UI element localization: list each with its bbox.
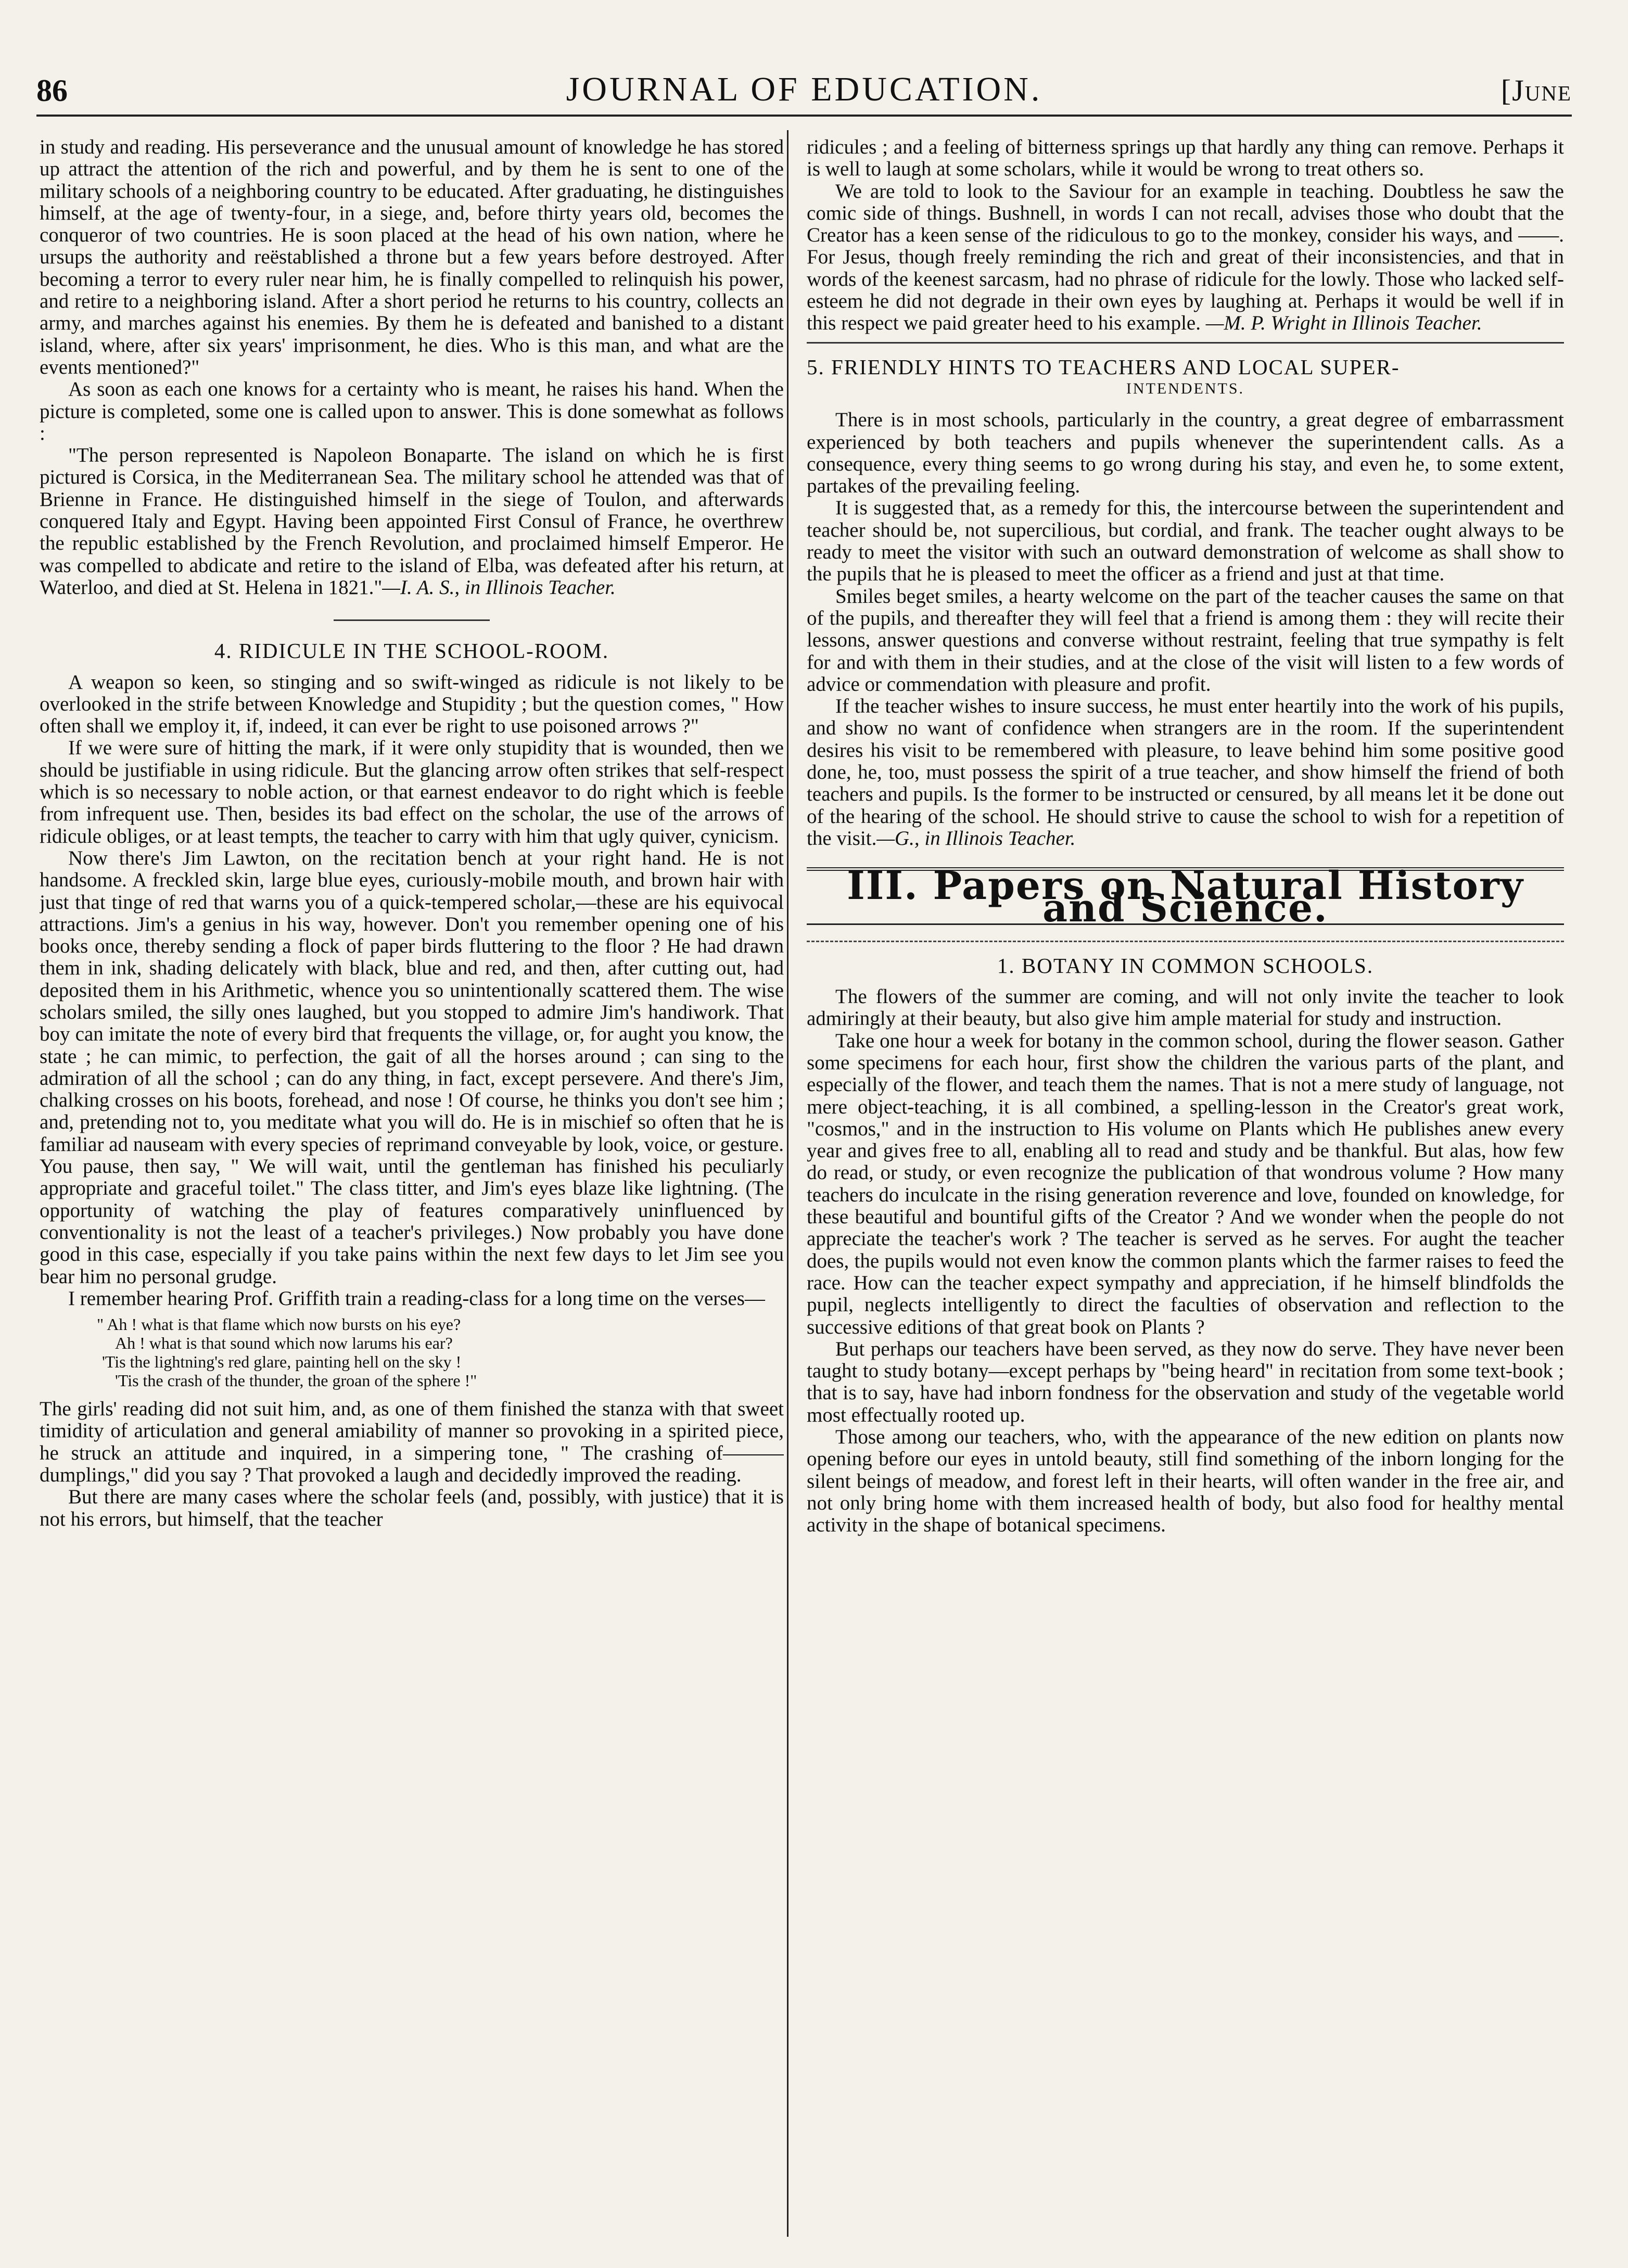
paragraph: Smiles beget smiles, a hearty welcome on the part of the teacher causes the same on that of the pupils, and thereafter they will feel that a friend is among them : they will recite their lessons, answer questions and converse without restraint, feeling that true sympathy is felt for and with them in their studies, and at the close of the visit will listen to a few words of advice or commendation with pleasure and profit. xyxy=(807,585,1564,695)
right-column xyxy=(807,136,1564,2242)
quote-text: "The person represented is Napoleon Bonaparte. The island on which he is first pictured is Corsica, in the Mediterranean Sea. The military school he attended was that of Brienne in France. He distinguished himself in the siege of Toulon, and afterwards conquered Italy and Egypt. Having been appointed First Consul of France, he overthrew the republic established by the French Revolution, and proclaimed himself Emperor. He was compelled to abdicate and retire to the island of Elba, was defeated after his return, at Waterloo, and died at St. Helena in 1821." xyxy=(40,444,784,599)
paragraph: As soon as each one knows for a certainty who is meant, he raises his hand. When the picture is completed, some one is called upon to answer. This is done somewhat as follows : xyxy=(40,378,784,445)
citation: —M. P. Wright in Illinois Teacher. xyxy=(1205,312,1482,335)
paragraph: I remember hearing Prof. Griffith train a reading-class for a long time on the verses— xyxy=(68,1287,765,1310)
paragraph xyxy=(40,445,784,599)
page-number: 86 xyxy=(36,73,68,108)
paragraph: A weapon so keen, so stinging and so swift-winged as ridicule is not likely to be overlooked in the strife between Knowledge and Stupidity ; but the question comes, " How often shall we employ it, if, indeed, it can ever be right to use poisoned arrows ?" xyxy=(40,670,784,738)
journal-title: JOURNAL OF EDUCATION. xyxy=(566,70,1042,108)
paragraph-text: We are told to look to the Saviour for an example in teaching. Doubtless he saw the comic side of things. Bushnell, in words I can not recall, advises those who doubt that the Creator has a keen sense of the ridiculous to go to the monkey, consider his ways, and ——. For Jesus, though freely reminding the rich and great of their inconsistencies, and that in words of the keenest sarcasm, had no phrase of ridicule for the lowly. Those who lacked self-esteem he did not degrade in their own eyes by laughing at. Perhaps it would be well if in this respect we paid greater heed to his example. xyxy=(807,180,1564,335)
citation: —I. A. S., in Illinois Teacher. xyxy=(382,576,616,599)
paragraph: It is suggested that, as a remedy for this, the intercourse between the superintendent and teacher should be, not supercilious, but cordial, and frank. The teacher ought always to be ready to meet the visitor with such an outward demonstration of welcome as shall show to the pupils that he is pleased to meet the officer as a friend and just at that time. xyxy=(807,497,1564,586)
paragraph: ridicules ; and a feeling of bitterness springs up that hardly any thing can remove. Perhaps it is well to laugh at some scholars, while it would be wrong to treat others so. xyxy=(807,136,1564,181)
citation: —G., in Illinois Teacher. xyxy=(876,827,1076,850)
section-banner: III. Papers on Natural History and Science. xyxy=(807,867,1564,925)
poem-quote xyxy=(97,1315,784,1390)
page-header xyxy=(36,57,1572,117)
column-divider xyxy=(787,130,788,2237)
paragraph: There is in most schools, particularly in the country, a great degree of embarrassment experienced by both teachers and pupils whenever the superintendent calls. As a consequence, every thing seems to go wrong during his stay, and even he, to some extent, partakes of the prevailing feeling. xyxy=(807,409,1564,498)
paragraph: The girls' reading did not suit him, and, as one of them finished the stanza with that sweet timidity of articulation and general amiability of manner so provoking in a spirited piece, he struck an attitude and inquired, in a simpering tone, " The crashing of——— dumplings," did you say ? That provoked a laugh and decidedly improved the reading. xyxy=(40,1398,784,1487)
section-divider xyxy=(807,342,1564,344)
article-heading-continuation: INTENDENTS. xyxy=(1126,379,1245,397)
poem-line: " Ah ! what is that flame which now bursts on his eye? xyxy=(97,1315,461,1334)
issue-month: [June xyxy=(1500,73,1572,107)
paragraph-text: If the teacher wishes to insure success, he must enter heartily into the work of his pupils, and show no want of confidence when strangers are in the room. If the superintendent desires his visit to be remembered with pleasure, to leave behind him some positive good done, he, too, must possess the spirit of a true teacher, and show himself the friend of both teachers and pupils. Is the former to be instructed or censured, by all means let it be done out of the hearing of the school. He should strive to cause the school to wish for a repetition of the visit. xyxy=(807,695,1564,850)
poem-line: Ah ! what is that sound which now larums his ear? xyxy=(115,1334,453,1353)
poem-line: 'Tis the crash of the thunder, the groan of the sphere !" xyxy=(115,1371,477,1390)
paragraph: But perhaps our teachers have been served, as they now do serve. They have never been taught to study botany—except perhaps by "being heard" in recitation from some text-book ; that is to say, have had inborn fondness for the observation and study of the vegetable world most effectually rooted up. xyxy=(807,1337,1564,1426)
paragraph: But there are many cases where the scholar feels (and, possibly, with justice) that it is not his errors, but himself, that the teacher xyxy=(40,1486,784,1530)
paragraph: Those among our teachers, who, with the appearance of the new edition on plants now opening before our eyes in untold beauty, still find something of the inborn longing for the silent beings of meadow, and forest left in their hearts, will often wander in the free air, and not only bring home with them increased health of body, but also food for healthy mental activity in the shape of botanical specimens. xyxy=(807,1426,1564,1537)
paragraph xyxy=(807,695,1564,850)
wavy-rule xyxy=(807,935,1564,942)
article-heading-friendly-hints: 5. FRIENDLY HINTS TO TEACHERS AND LOCAL SUPER- xyxy=(807,354,1400,379)
paragraph: Take one hour a week for botany in the common school, during the flower season. Gather some specimens for each hour, first show the children the various parts of the plant, and especially of the flower, and teach them the names. That is not a mere study of language, not mere object-teaching, it is all combined, a spelling-lesson in the Creator's great work, "cosmos," and in the instruction to His volume on Plants which He publishes anew every year and gives free to all, enabling all to read and study and be thankful. But alas, how few do read, or study, or even recognize the publication of that wondrous volume ? How many teachers do inculcate in the rising generation reverence and love, founded on knowledge, for these beautiful and bountiful gifts of the Creator ? And we wonder when the people do not appreciate the teacher's work ? The teacher is served as he serves. For aught the teacher does, the pupils would not even know the common plants which the farmer raises to feed the race. How can the teacher expect sympathy and appreciation, if he himself blindfolds the pupil, neglects intelligently to direct the faculties of observation and reflection to the successive editions of that great book on Plants ? xyxy=(807,1029,1564,1338)
article-heading-botany: 1. BOTANY IN COMMON SCHOOLS. xyxy=(997,953,1374,978)
article-heading-ridicule: 4. RIDICULE IN THE SCHOOL-ROOM. xyxy=(214,639,609,663)
left-column xyxy=(40,136,784,2242)
paragraph: in study and reading. His perseverance and the unusual amount of knowledge he has stored up attract the attention of the rich and powerful, and by them he is sent to one of the military schools of a neighboring country to be educated. After graduating, he distinguishes himself, at the age of twenty-four, in a siege, and, before thirty years old, becomes the conqueror of two countries. He is soon placed at the head of his own nation, where he ursups the authority and reëstablished a throne but a few years before destroyed. After becoming a terror to every ruler near him, he is finally compelled to relinquish his power, and retire to a neighboring island. After a short period he returns to his country, collects an army, and marches against his enemies. By them he is defeated and banished to a distant island, where, after six years' imprisonment, he dies. Who is this man, and what are the events mentioned?" xyxy=(40,136,784,378)
paragraph: Now there's Jim Lawton, on the recitation bench at your right hand. He is not handsome. A freckled skin, large blue eyes, curiously-mobile mouth, and brown hair with just that tinge of red that warns you of a quick-tempered scholar,—these are his equivocal attractions. Jim's a genius in his way, however. Don't you remember opening one of his books once, thereby sending a flock of paper birds fluttering to the floor ? He had drawn them in ink, shading delicately with black, blue and red, and then, after cutting out, had deposited them in his Arithmetic, whence you so unintentionally scattered them. The wise scholars smiled, the silly ones laughed, but you stopped to admire Jim's handiwork. That boy can imitate the note of every bird that frequents the village, or, for aught you know, the state ; he can mimic, to perfection, the gait of all the horses around ; can sing to the admiration of all the school ; can do any thing, in fact, except persevere. And there's Jim, chalking crosses on his boots, forehead, and nose ! Of course, he thinks you don't see him ; and, pretending not to, you meditate what you will do. He is in mischief so often that he is familiar ad nauseam with every species of reprimand conveyable by look, voice, or gesture. You pause, then say, " We will wait, until the gentleman has finished his peculiarly appropriate and graceful toilet." The class titter, and Jim's eyes blaze like lightning. (The opportunity of watching the play of features comparatively uninfluenced by conventionality is not the least of a teacher's privileges.) Now probably you have done good in this case, especially if you take pains within the next few days to let Jim see you bear him no personal grudge. xyxy=(40,846,784,1288)
paragraph: If we were sure of hitting the mark, if it were only stupidity that is wounded, then we should be justifiable in using ridicule. But the glancing arrow often strikes that self-respect which is so necessary to noble action, or that earnest endeavor to do right which is feeble from infrequent use. Then, besides its bad effect on the scholar, the use of the arrows of ridicule obliges, or at least tempts, the teacher to carry with him that ugly quiver, cynicism. xyxy=(40,737,784,847)
paragraph: The flowers of the summer are coming, and will not only invite the teacher to look admiringly at their beauty, but also give him ample material for study and instruction. xyxy=(807,985,1564,1030)
section-divider xyxy=(334,619,490,621)
paragraph xyxy=(807,181,1564,335)
poem-line: 'Tis the lightning's red glare, painting hell on the sky ! xyxy=(102,1352,462,1372)
